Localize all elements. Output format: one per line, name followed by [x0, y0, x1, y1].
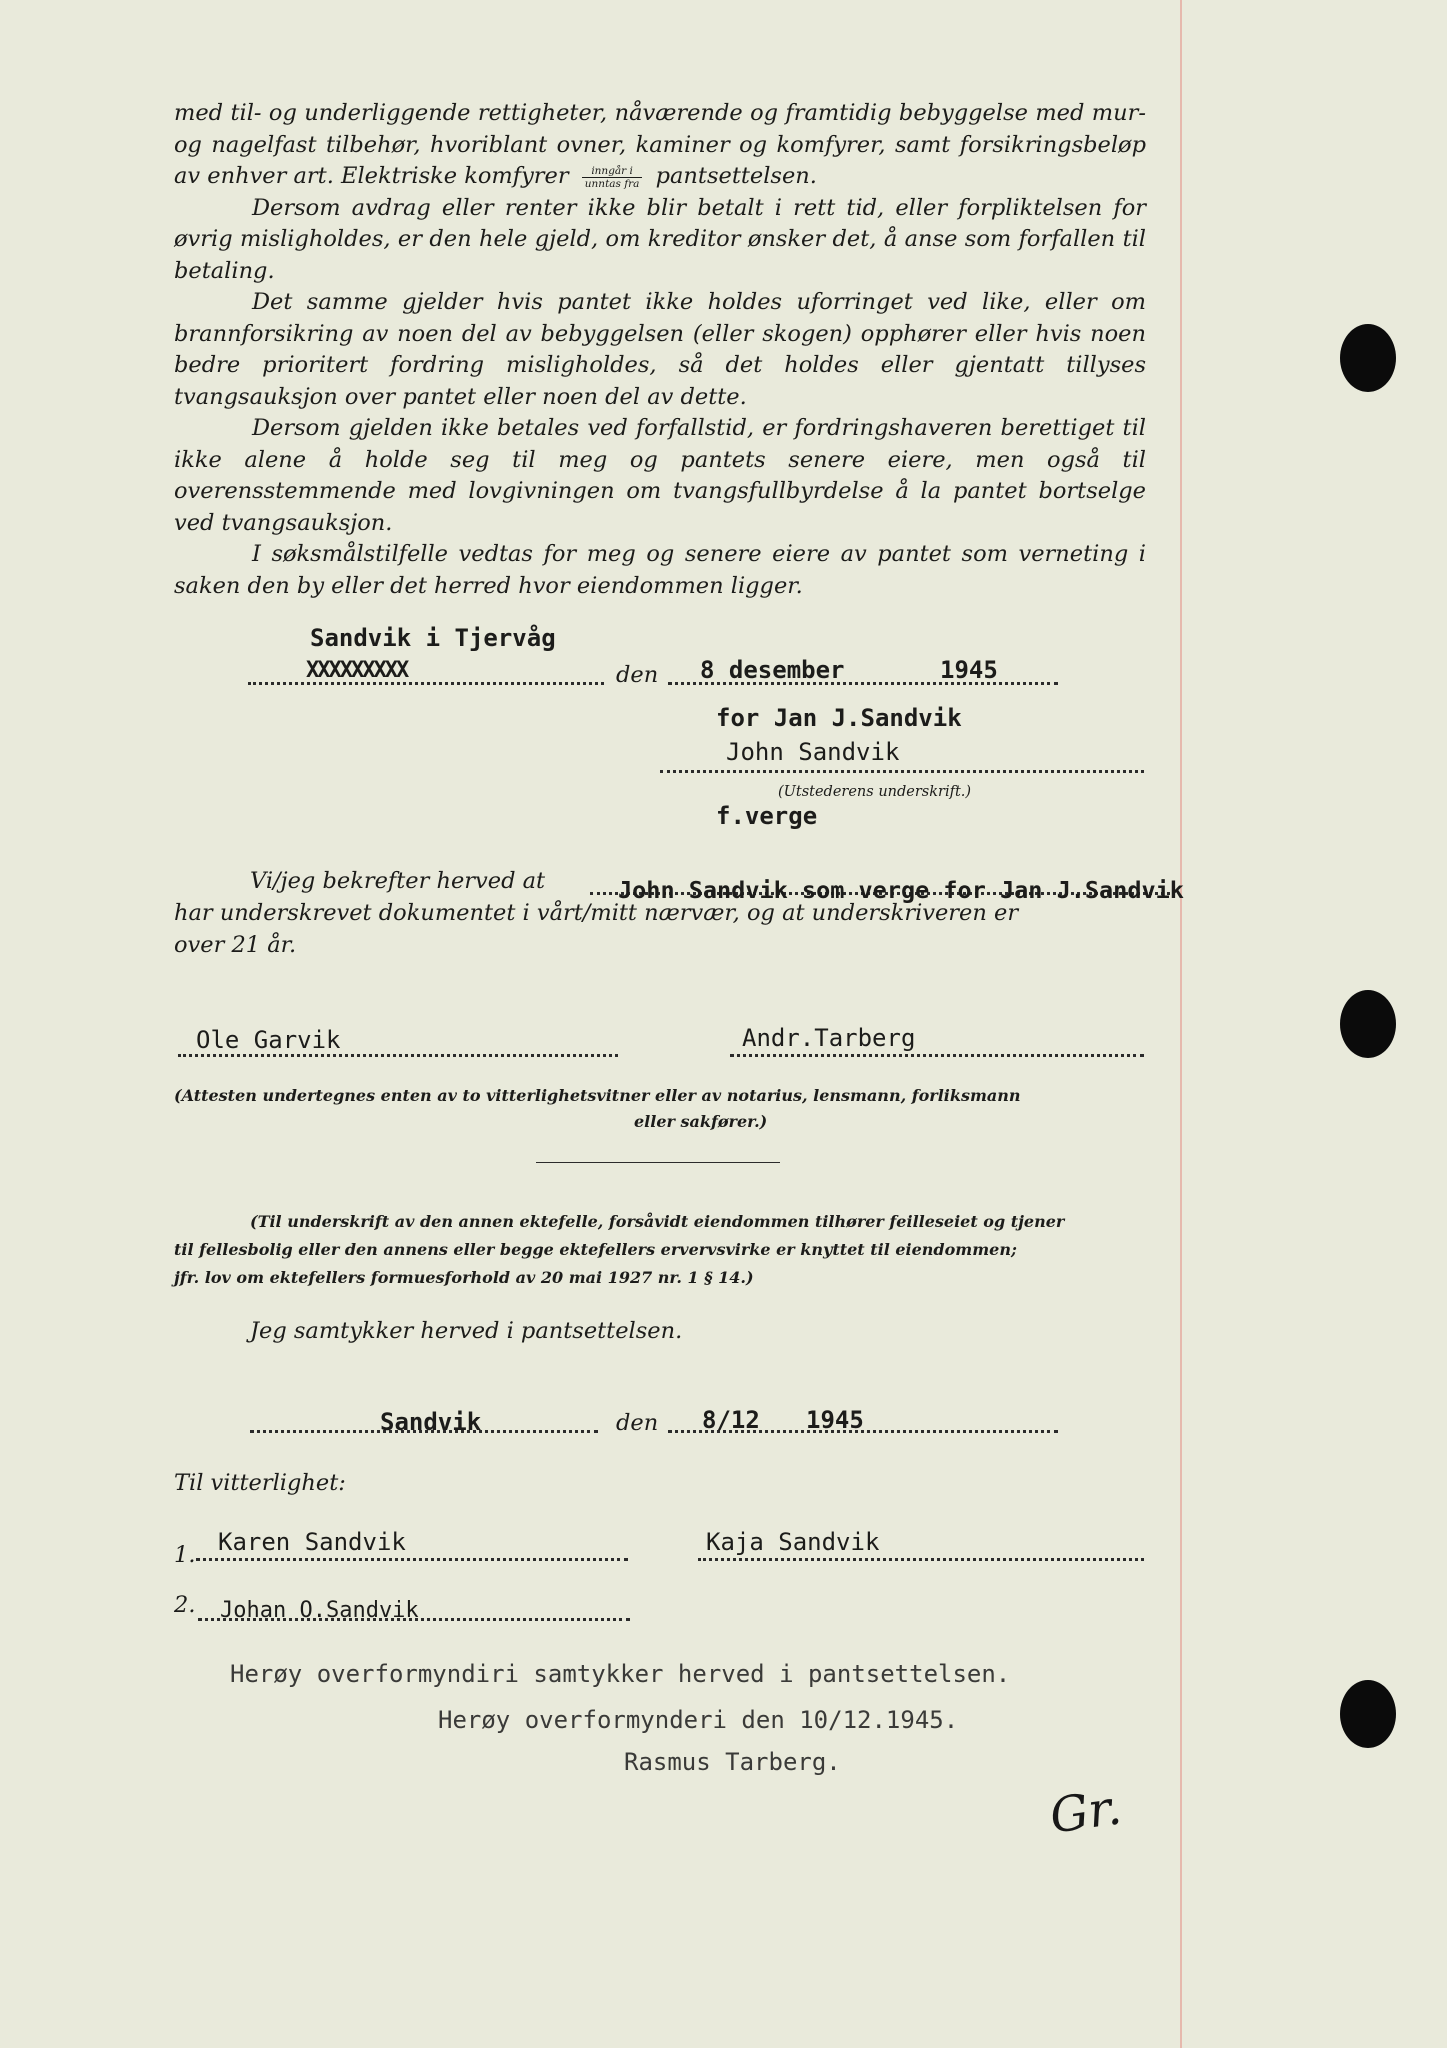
- margin-rule: [1180, 0, 1182, 2048]
- witness-number-1: 1.: [174, 1542, 196, 1568]
- consent-date: 8/12: [702, 1406, 760, 1434]
- guardian-approval-1: Herøy overformyndiri samtykker herved i pantsettelsen.: [230, 1660, 1011, 1688]
- witness-one: Ole Garvik: [196, 1026, 341, 1054]
- guardian-approval-3: Rasmus Tarberg.: [624, 1748, 841, 1776]
- witness-karen: Karen Sandvik: [218, 1528, 406, 1556]
- den-label: den: [616, 662, 659, 688]
- mortgage-terms: [174, 98, 1146, 602]
- witness-heading: Til vitterlighet:: [174, 1470, 346, 1496]
- guardian-approval-2: Herøy overformynderi den 10/12.1945.: [438, 1706, 959, 1734]
- attestation-line2: har underskrevet dokumentet i vårt/mitt nærvær, og at underskriveren er: [174, 900, 1019, 926]
- spouse-note-1: (Til underskrift av den annen ektefelle, forsåvidt eiendommen tilhører feilleseiet og tjener: [250, 1212, 1065, 1231]
- paragraph-default: Dersom avdrag eller renter ikke blir betalt i rett tid, eller forpliktelsen for øvrig misligholdes, er den hele gjeld, om kreditor ønsker det, å anse som forfallen til betaling.: [174, 194, 1146, 284]
- spouse-note-2: til fellesbolig eller den annens eller begge ektefellers ervervsvirke er knyttet til eiendommen;: [174, 1240, 1017, 1259]
- dotted-line: [730, 1054, 1144, 1057]
- attested-signer: John Sandvik som verge for Jan J.Sandvik: [618, 876, 1184, 904]
- issuer-signature: John Sandvik: [726, 738, 900, 766]
- witness-johan: Johan O.Sandvik: [220, 1598, 419, 1623]
- binder-hole-middle: [1340, 990, 1396, 1058]
- paragraph-maintenance: Det samme gjelder hvis pantet ikke holdes uforringet ved like, eller om brannforsikring av noen del av bebyggelsen (eller skogen) opphører eller hvis noen bedre prioritert fordring misligholdes, så det holdes eller gjentatt tillyses tvangsauksjon over pantet eller noen del av dette.: [174, 289, 1146, 410]
- handwritten-initials: Gr.: [1046, 1779, 1125, 1845]
- paragraph-property: med til- og underliggende rettigheter, nåværende og framtidig bebyggelse med mur- og nagelfast tilbehør, hvoriblant ovner, kaminer og komfyrer, samt forsikringsbeløp av enhver art. Elektriske komfyrer $\frac{\text{inngår i}}{\text{unntas fra}}$ pantsettelsen.: [174, 100, 1146, 190]
- attestation-note-2: eller sakfører.): [634, 1112, 768, 1131]
- dotted-line: [196, 1558, 628, 1561]
- dotted-line: [198, 1618, 630, 1621]
- dotted-line: [178, 1054, 618, 1057]
- consent-text: Jeg samtykker herved i pantsettelsen.: [250, 1318, 683, 1344]
- attestation-line3: over 21 år.: [174, 932, 297, 958]
- attestation-note-1: (Attesten undertegnes enten av to vitterlighetsvitner eller av notarius, lensmann, forliksmann: [174, 1086, 1021, 1105]
- witness-number-2: 2.: [174, 1592, 196, 1618]
- issuer-year: 1945: [940, 656, 998, 684]
- consent-year: 1945: [806, 1406, 864, 1434]
- witness-two: Andr.Tarberg: [742, 1024, 916, 1052]
- paragraph-enforcement: Dersom gjelden ikke betales ved forfallstid, er fordringshaveren berettiget til ikke alene å holde seg til meg og pantets senere eiere, men også til overensstemmende med lovgivningen om tvangsfullbyrdelse å la pantet bortselge ved tvangsauksjon.: [174, 415, 1146, 536]
- dotted-line: [248, 682, 604, 685]
- binder-hole-bottom: [1340, 1680, 1396, 1748]
- consent-place: Sandvik: [380, 1408, 482, 1436]
- dotted-line: [698, 1558, 1144, 1561]
- divider: [536, 1162, 780, 1163]
- paragraph-jurisdiction: I søksmålstilfelle vedtas for meg og senere eiere av pantet som verneting i saken den by eller det herred hvor eiendommen ligger.: [174, 541, 1146, 599]
- signature-caption: (Utstederens underskrift.): [778, 784, 972, 800]
- issuer-for-line: for Jan J.Sandvik: [716, 704, 962, 732]
- issuer-place: Sandvik i Tjervåg: [310, 624, 556, 652]
- inclusion-fraction: $\frac{\text{inngår i}}{\text{unntas fra}}$: [582, 165, 643, 190]
- witness-kaja: Kaja Sandvik: [706, 1528, 880, 1556]
- attestation-prefix: Vi/jeg bekrefter herved at: [250, 868, 546, 894]
- consent-den-label: den: [616, 1410, 659, 1436]
- spouse-note-3: jfr. lov om ektefellers formuesforhold av 20 mai 1927 nr. 1 § 14.): [174, 1268, 754, 1287]
- signature-line: [660, 770, 1144, 773]
- issuer-place-struck: XXXXXXXXX: [306, 658, 408, 683]
- issuer-capacity: f.verge: [716, 802, 818, 830]
- issuer-date: 8 desember: [700, 656, 845, 684]
- binder-hole-top: [1340, 324, 1396, 392]
